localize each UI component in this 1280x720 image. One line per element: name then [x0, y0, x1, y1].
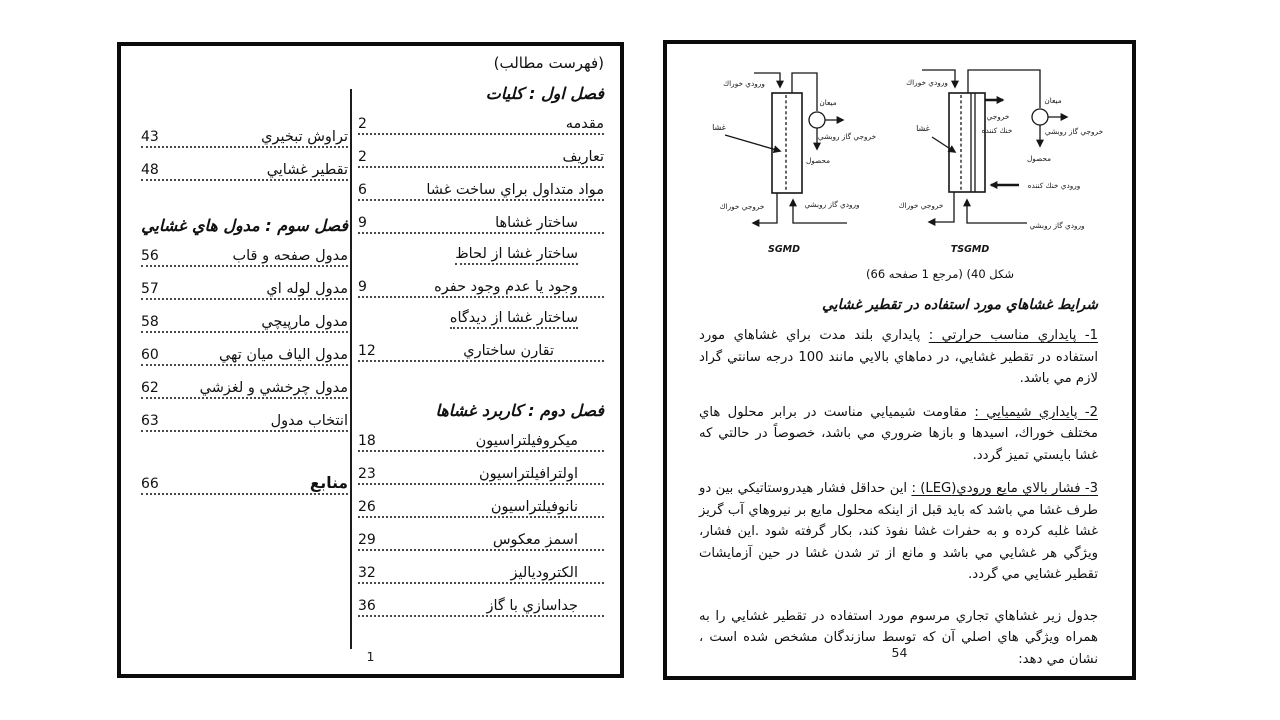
feed-in-label: ورودي خوراك	[723, 79, 765, 88]
gas-in-arrow	[967, 200, 1027, 223]
toc-page-number: 12	[358, 343, 376, 359]
paragraph-2-lead: 2- پايداري شيميايي :	[974, 404, 1098, 420]
product-label: محصول	[805, 156, 831, 165]
toc-page-number: 23	[358, 466, 376, 482]
membrane-column	[772, 93, 802, 193]
toc-row[interactable]	[358, 560, 604, 584]
paragraph-1-body: پايداري بلند مدت براي غشاهاي مورد استفاده در تقطير غشايي، در دماهاي بالايي مانند 100 درجه سانتي گراد لازم مي باشد.	[699, 328, 1099, 386]
toc-title: مدول لوله اي	[266, 281, 348, 297]
membrane-column	[949, 93, 985, 192]
coolant-out-label-2: خنك كننده	[981, 126, 1013, 135]
toc-title: اسمز معكوس	[492, 532, 578, 548]
sweep-gas-out-label: خروجي گاز روبشي	[817, 132, 877, 141]
toc-page-number: 9	[358, 215, 367, 231]
membrane-pointer-arrow	[932, 137, 955, 152]
chapter3-heading: فصل سوم : مدول هاي غشايي	[141, 216, 348, 235]
page-number: 1	[366, 649, 375, 664]
toc-row[interactable]	[141, 408, 348, 432]
paragraph-2-body: مقاومت شيميايي مناست در برابر محلول هاي مختلف خوراك، اسيدها و بازها ضروري مي باشد، خصوصاً در حالتي كه غشا بايستي تميز گردد.	[699, 404, 1098, 463]
chapter1-heading: فصل اول : كليات	[485, 84, 604, 103]
toc-row[interactable]	[358, 338, 604, 362]
product-label: محصول	[1026, 154, 1052, 163]
section-heading: شرايط غشاهاي مورد استفاده در تقطير غشايي	[822, 297, 1098, 313]
toc-page-number: 56	[141, 248, 159, 264]
toc-row[interactable]	[141, 276, 348, 300]
toc-title: اولترافيلتراسيون	[478, 466, 578, 482]
toc-row[interactable]	[358, 177, 604, 201]
closing-paragraph: جدول زير غشاهاي تجاري مرسوم مورد استفاده در تقطير غشايي را به همراه ويژگي هاي اصلي آن كه توسط سازندگان مشخص شده است ، نشان مي دهد:	[699, 608, 1098, 667]
toc-title: ساختار غشا از ديدگاه	[450, 310, 578, 329]
toc-title: تراوش تبخيري	[261, 129, 348, 145]
toc-title: تقارن ساختاري	[463, 343, 554, 359]
toc-row[interactable]	[141, 342, 348, 366]
toc-title: جداسازي با گاز	[486, 598, 578, 614]
sgmd-diagram	[687, 55, 887, 265]
toc-title: ساختار غشا از لحاظ	[455, 246, 578, 265]
sweep-gas-in-label: ورودي گاز روبشي	[804, 200, 860, 209]
membrane-label: غشا	[916, 124, 930, 133]
toc-row-continuation[interactable]	[358, 307, 604, 329]
toc-row[interactable]	[141, 243, 348, 267]
coolant-out-label-1: خروجي	[986, 112, 1010, 121]
toc-row[interactable]	[358, 593, 604, 617]
toc-title: انتخاب مدول	[270, 413, 348, 429]
toc-title: مدول مارپيچي	[261, 314, 348, 330]
paragraph-3-lead: 3- فشار بالاي مايع ورودي(LEG) :	[911, 481, 1099, 496]
feed-out-label: خروجي خوراك	[719, 202, 765, 211]
toc-title: وجود يا عدم وجود حفره	[434, 279, 578, 295]
toc-title: ساختار غشاها	[495, 215, 578, 231]
toc-row[interactable]	[358, 111, 604, 135]
toc-row[interactable]	[358, 144, 604, 168]
toc-row[interactable]	[358, 461, 604, 485]
paragraph-1-lead: 1- پايداري مناسب حرارتي :	[928, 328, 1098, 343]
toc-page-number: 6	[358, 182, 367, 198]
sweep-gas-out-label: خروجي گاز روبشي	[1044, 127, 1104, 136]
toc-page-number: 57	[141, 281, 159, 297]
tsgmd-name-label: TSGMD	[950, 244, 990, 255]
toc-title: مواد متداول براي ساخت غشا	[426, 182, 604, 198]
body-text	[667, 281, 1132, 670]
toc-row[interactable]	[141, 375, 348, 399]
toc-page-number: 66	[141, 476, 159, 492]
paragraph-3	[699, 478, 1098, 586]
condenser-circle	[809, 112, 825, 128]
sweep-gas-in-label: ورودي گاز روبشي	[1029, 221, 1085, 230]
toc-page	[117, 42, 624, 678]
toc-title: تقطير غشايي	[266, 162, 348, 178]
condenser-label: ميعان	[819, 98, 837, 107]
condenser-label: ميعان	[1044, 96, 1062, 105]
figure-40	[667, 44, 1132, 265]
membrane-label: غشا	[712, 123, 726, 132]
coolant-in-label: ورودي خنك كننده	[1027, 181, 1081, 190]
tsgmd-diagram	[897, 55, 1112, 265]
toc-page-number: 62	[141, 380, 159, 396]
content-page	[663, 40, 1136, 680]
toc-page-number: 63	[141, 413, 159, 429]
paragraph-3-body: اين حداقل فشار هيدروستاتيكي بين دو طرف غشا مي باشد كه بايد قبل از اينكه محلول مايع بر نيروهاي آب گريز غشا غلبه كرده و به حفرات غشا نفوذ كند، بكار گرفته شود .اين فشار، ويژگي هر غشايي مي باشد و مانع از تر شدن غشا در حين آزمايشات تقطير غشايي مي گردد.	[699, 481, 1098, 582]
toc-row[interactable]	[358, 210, 604, 234]
toc-page-number: 26	[358, 499, 376, 515]
toc-header: (فهرست مطالب)	[493, 54, 604, 72]
feed-in-label: ورودي خوراك	[906, 78, 948, 87]
page-number: 54	[891, 645, 908, 660]
toc-row[interactable]	[358, 494, 604, 518]
toc-page-number: 58	[141, 314, 159, 330]
toc-title: ميكروفيلتراسيون	[475, 433, 578, 449]
column-divider	[350, 89, 352, 649]
toc-column-right	[358, 54, 604, 626]
figure-caption: شكل 40) (مرجع 1 صفحه 66)	[866, 267, 1014, 281]
toc-row[interactable]	[141, 124, 348, 148]
toc-row[interactable]	[141, 157, 348, 181]
toc-title: منابع	[309, 474, 348, 492]
toc-page-number: 18	[358, 433, 376, 449]
condenser-circle	[1032, 109, 1048, 125]
toc-page-number: 48	[141, 162, 159, 178]
toc-row[interactable]	[358, 527, 604, 551]
toc-page-number: 2	[358, 116, 367, 132]
toc-title: تعاريف	[562, 149, 604, 165]
toc-row[interactable]	[141, 309, 348, 333]
toc-title: مدول الياف ميان تهي	[218, 347, 348, 363]
toc-page-number: 60	[141, 347, 159, 363]
toc-title: الكترودياليز	[510, 565, 578, 581]
chapter2-heading: فصل دوم : كاربرد غشاها	[435, 401, 604, 420]
gas-line-to-condenser	[968, 70, 1040, 108]
toc-title: مدول چرخشي و لغزشي	[199, 380, 348, 396]
toc-row[interactable]	[358, 274, 604, 298]
paragraph-2	[699, 402, 1098, 467]
toc-row-continuation[interactable]	[358, 243, 604, 265]
toc-page-number: 32	[358, 565, 376, 581]
toc-title: نانوفيلتراسيون	[490, 499, 578, 515]
toc-row-references[interactable]	[141, 471, 348, 495]
toc-column-left	[141, 124, 348, 504]
toc-page-number: 29	[358, 532, 376, 548]
toc-page-number: 36	[358, 598, 376, 614]
gas-line-to-condenser	[792, 73, 817, 111]
toc-title: مقدمه	[565, 116, 604, 132]
toc-page-number: 2	[358, 149, 367, 165]
toc-row[interactable]	[358, 428, 604, 452]
sgmd-name-label: SGMD	[768, 244, 800, 255]
toc-title: مدول صفحه و قاب	[232, 248, 348, 264]
paragraph-1	[699, 325, 1098, 390]
toc-page-number: 9	[358, 279, 367, 295]
feed-out-label: خروجي خوراك	[898, 201, 944, 210]
toc-page-number: 43	[141, 129, 159, 145]
